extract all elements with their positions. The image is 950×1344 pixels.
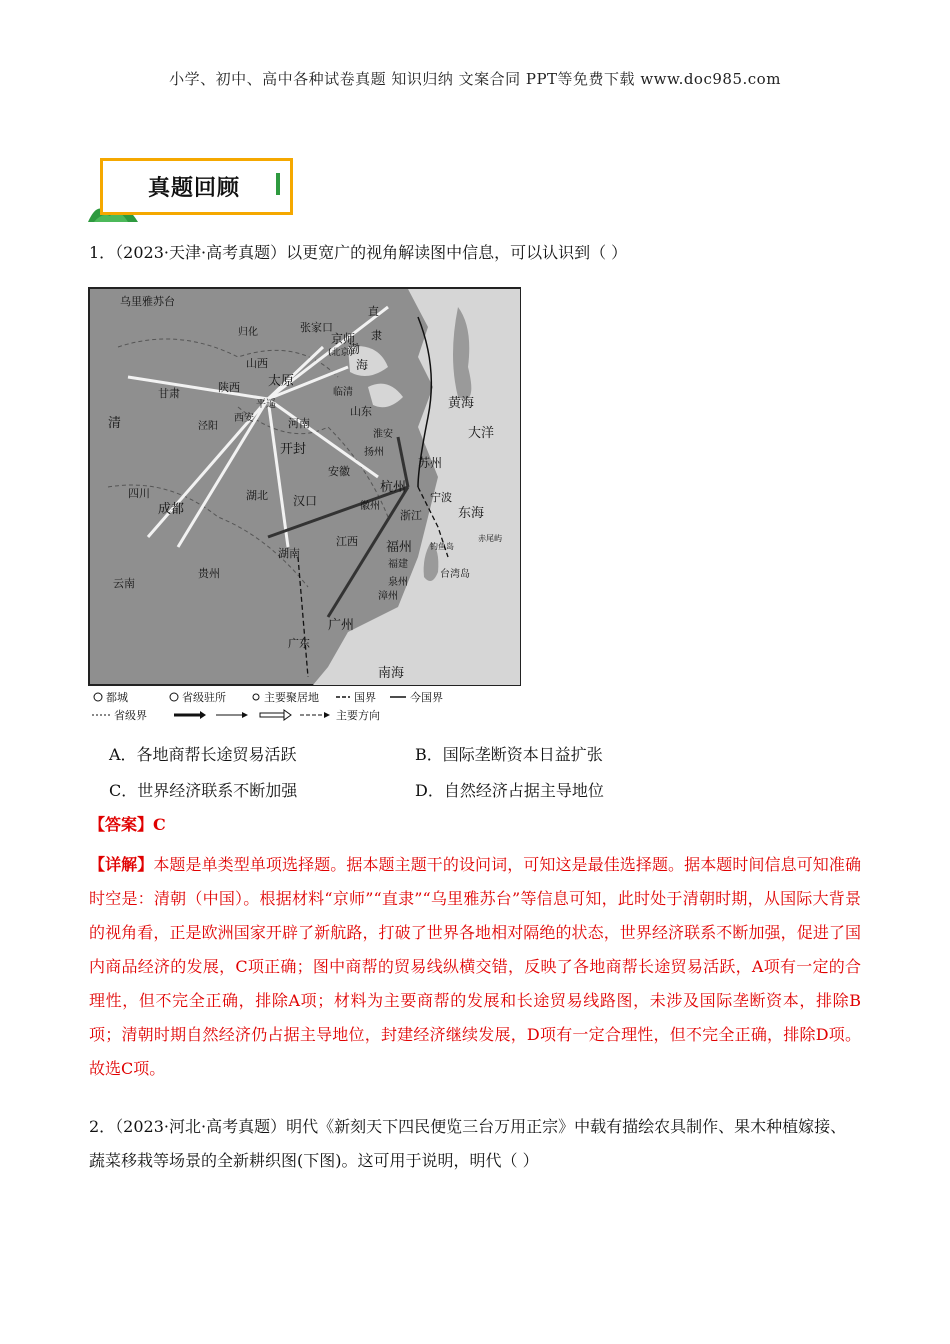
option-c: C．世界经济联系不断加强 — [109, 781, 298, 800]
question-2-stem: 2．（2023·河北·高考真题）明代《新刻天下四民便览三台万用正宗》中载有描绘农具制作、果木种植嫁接、蔬菜移栽等场景的全新耕织图(下图)。这可用于说明，明代（ ） — [89, 1117, 847, 1170]
place-wuliyasutai: 乌里雅苏台 — [120, 295, 175, 308]
place-jingshi: 京师 — [331, 332, 356, 346]
region-henan: 河南 — [288, 417, 310, 430]
qing-merchant-trade-map — [88, 287, 521, 722]
legend-province-border: 省级界 — [114, 709, 147, 722]
place-zhili-1: 直 — [368, 305, 379, 318]
place-chiwei: 赤尾屿 — [478, 534, 502, 543]
option-b: B．国际垄断资本日益扩张 — [415, 745, 603, 764]
place-diaoyu: 钓鱼岛 — [430, 542, 454, 551]
legend-capital: 都城 — [106, 691, 128, 704]
place-ningbo: 宁波 — [430, 491, 452, 504]
place-hankou: 汉口 — [293, 494, 318, 508]
explanation-text: 本题是单类型单项选择题。据本题主题干的设问词，可知这是最佳选择题。据本题时间信息可知准确时空是：清朝（中国）。根据材料“京师”“直隶”“乌里雅苏台”等信息可知，此时处于清朝时期，从国际大背景的视角看，正是欧洲国家开辟了新航路，打破了世界各地相对隔绝的状态，世界经济联系不断加强，促进了国内商品经济的发展，C项正确；图中商帮的贸易线纵横交错，反映了各地商帮长途贸易活跃，A项有一定的合理性，但不完全正确，排除A项；材料为主要商帮的发展和长途贸易线路图，未涉及国际垄断资本，排除B项；清朝时期自然经济仍占据主导地位，封建经济继续发展，D项有一定合理性，但不完全正确，排除D项。故选C项。 — [89, 855, 861, 1078]
region-guangdong: 广东 — [288, 637, 310, 650]
place-taiyuan: 太原 — [268, 374, 295, 389]
place-beijing: (北京) — [328, 348, 354, 358]
legend-direction: 主要方向 — [336, 709, 380, 722]
place-fuzhou: 福州 — [386, 540, 413, 555]
site-header: 小学、初中、高中各种试卷真题 知识归纳 文案合同 PPT等免费下载 www.doc985.com — [169, 70, 781, 88]
region-anhui: 安徽 — [328, 465, 350, 478]
region-yunnan: 云南 — [113, 577, 135, 590]
region-shandong: 山东 — [350, 405, 372, 418]
sea-bohai-2: 海 — [356, 358, 369, 372]
section-badge — [100, 158, 293, 215]
region-shaanxi: 陕西 — [218, 381, 240, 394]
region-hunan: 湖南 — [278, 547, 300, 560]
legend-today-border: 今国界 — [410, 691, 443, 704]
answer — [89, 812, 166, 835]
region-shanxi: 山西 — [246, 357, 268, 370]
explanation-label: 【详解】 — [89, 855, 154, 874]
place-kaifeng: 开封 — [280, 442, 307, 457]
section-title: 真题回顾 — [148, 176, 241, 201]
region-guizhou: 贵州 — [198, 567, 220, 580]
place-huizhou: 徽州 — [360, 501, 380, 512]
place-zhangzhou: 漳州 — [378, 591, 398, 602]
place-hangzhou: 杭州 — [380, 480, 407, 495]
place-guangzhou: 广州 — [328, 618, 355, 633]
answer-label: 【答案】 — [89, 815, 154, 834]
place-quanzhou: 泉州 — [388, 577, 408, 588]
legend-border: 国界 — [354, 691, 376, 704]
region-jiangxi: 江西 — [336, 535, 358, 548]
region-hubei: 湖北 — [246, 489, 268, 502]
sea-bohai-1: 渤 — [348, 342, 361, 356]
section-accent-bar — [276, 173, 280, 195]
place-chengdu: 成都 — [158, 502, 185, 517]
place-suzhou: 苏州 — [418, 456, 443, 470]
place-huaian: 淮安 — [373, 429, 393, 440]
region-sichuan: 四川 — [128, 487, 150, 500]
option-d: D．自然经济占据主导地位 — [415, 781, 604, 800]
legend-gathering: 主要聚居地 — [264, 691, 319, 704]
sea-donghai: 东海 — [458, 506, 485, 521]
place-taiwan: 台湾岛 — [440, 569, 470, 580]
sea-huanghai: 黄海 — [448, 396, 475, 411]
explanation — [89, 848, 861, 1086]
place-pingyao: 平遥 — [256, 399, 276, 410]
region-qing: 清 — [108, 416, 122, 431]
legend-provincial: 省级驻所 — [182, 691, 226, 704]
place-zhili-2: 隶 — [371, 329, 382, 342]
place-yangzhou: 扬州 — [364, 447, 384, 458]
option-a: A．各地商帮长途贸易活跃 — [109, 745, 297, 764]
region-zhejiang: 浙江 — [400, 509, 422, 522]
region-fujian: 福建 — [388, 559, 408, 570]
place-xian: 西安 — [234, 413, 254, 424]
region-gansu: 甘肃 — [158, 387, 180, 400]
place-jingyang: 泾阳 — [198, 421, 218, 432]
answer-value: C — [153, 815, 166, 834]
sea-nanhai: 南海 — [378, 666, 405, 681]
place-guihua: 归化 — [238, 327, 258, 338]
place-zhangjiakou: 张家口 — [300, 321, 333, 334]
question-1-stem: 1．（2023·天津·高考真题）以更宽广的视角解读图中信息，可以认识到（ ） — [89, 243, 628, 262]
sea-dayang: 大洋 — [468, 426, 495, 441]
place-linqing: 临清 — [333, 387, 353, 398]
